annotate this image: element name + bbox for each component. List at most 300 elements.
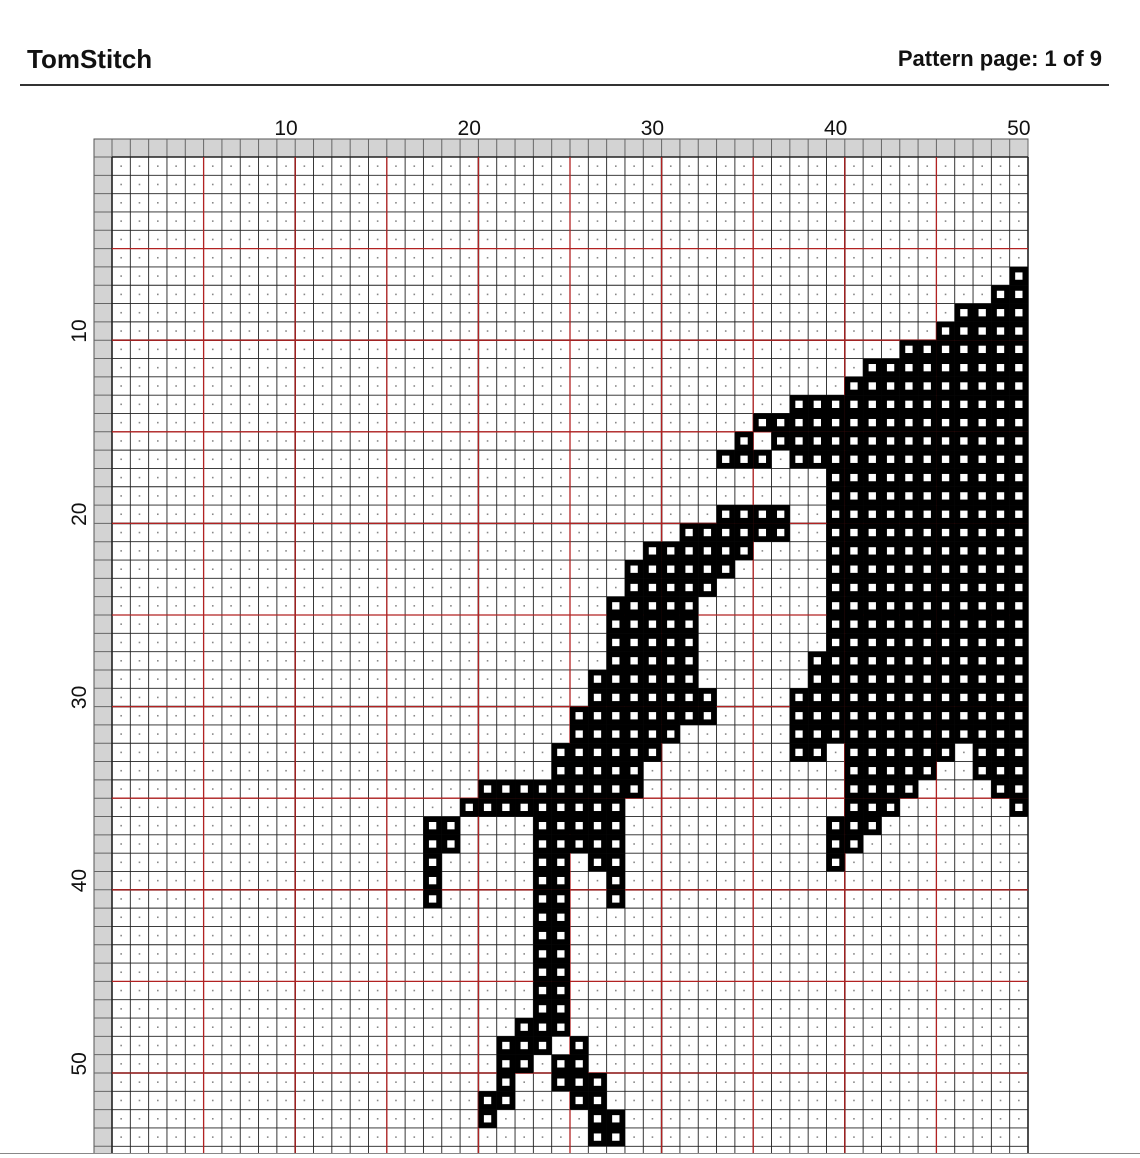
stitch-cell — [955, 652, 973, 670]
stitch-cell — [497, 1055, 515, 1073]
stitch-cell — [973, 670, 991, 688]
stitch-cell — [973, 652, 991, 670]
stitch-cell — [991, 285, 1009, 303]
stitch-cell — [1010, 597, 1028, 615]
stitch-cell — [955, 597, 973, 615]
stitch-cell — [900, 523, 918, 541]
stitch-cell — [790, 413, 808, 431]
stitch-cell — [936, 450, 954, 468]
stitch-cell — [552, 798, 570, 816]
stitch-cell — [1010, 652, 1028, 670]
stitch-cell — [643, 560, 661, 578]
stitch-cell — [900, 688, 918, 706]
stitch-cell — [845, 597, 863, 615]
stitch-cell — [863, 633, 881, 651]
stitch-cell — [955, 432, 973, 450]
stitch-cell — [607, 817, 625, 835]
stitch-cell — [625, 670, 643, 688]
stitch-cell — [918, 652, 936, 670]
stitch-cell — [973, 523, 991, 541]
stitch-cell — [826, 542, 844, 560]
stitch-cell — [936, 633, 954, 651]
stitch-cell — [552, 817, 570, 835]
stitch-cell — [607, 615, 625, 633]
stitch-cell — [826, 523, 844, 541]
stitch-cell — [588, 1091, 606, 1109]
stitch-cell — [991, 615, 1009, 633]
stitch-cell — [991, 359, 1009, 377]
stitch-cell — [826, 835, 844, 853]
stitch-cell — [826, 432, 844, 450]
stitch-cell — [955, 505, 973, 523]
stitch-cell — [772, 432, 790, 450]
stitch-cell — [1010, 615, 1028, 633]
stitch-cell — [881, 762, 899, 780]
stitch-cell — [881, 359, 899, 377]
stitch-cell — [552, 835, 570, 853]
stitch-cell — [881, 597, 899, 615]
stitch-cell — [643, 652, 661, 670]
stitch-cell — [533, 945, 551, 963]
stitch-cell — [533, 798, 551, 816]
stitch-cell — [955, 615, 973, 633]
stitch-cell — [973, 395, 991, 413]
stitch-cell — [918, 505, 936, 523]
stitch-cell — [973, 762, 991, 780]
stitch-cell — [955, 377, 973, 395]
stitch-cell — [662, 670, 680, 688]
stitch-cell — [936, 615, 954, 633]
stitch-cell — [497, 798, 515, 816]
x-tick-label: 40 — [823, 117, 848, 140]
page-number-label: Pattern page: 1 of 9 — [897, 46, 1102, 71]
stitch-cell — [863, 688, 881, 706]
stitch-cell — [881, 725, 899, 743]
stitch-cell — [826, 395, 844, 413]
stitch-cell — [845, 395, 863, 413]
stitch-cell — [625, 743, 643, 761]
stitch-cell — [680, 578, 698, 596]
stitch-cell — [900, 743, 918, 761]
stitch-cell — [753, 450, 771, 468]
stitch-cell — [790, 450, 808, 468]
stitch-cell — [900, 652, 918, 670]
stitch-cell — [973, 340, 991, 358]
stitch-cell — [808, 688, 826, 706]
stitch-cell — [1010, 542, 1028, 560]
stitch-cell — [808, 395, 826, 413]
stitch-cell — [973, 413, 991, 431]
stitch-cell — [607, 762, 625, 780]
stitch-cell — [936, 432, 954, 450]
stitch-cell — [607, 725, 625, 743]
stitch-cell — [662, 652, 680, 670]
stitch-cell — [918, 413, 936, 431]
stitch-cell — [808, 743, 826, 761]
stitch-cell — [588, 743, 606, 761]
stitch-cell — [552, 890, 570, 908]
stitch-cell — [881, 707, 899, 725]
stitch-cell — [991, 487, 1009, 505]
stitch-cell — [552, 762, 570, 780]
stitch-cell — [936, 359, 954, 377]
stitch-cell — [900, 359, 918, 377]
stitch-cell — [662, 725, 680, 743]
stitch-cell — [808, 707, 826, 725]
stitch-cell — [918, 578, 936, 596]
stitch-cell — [497, 1091, 515, 1109]
stitch-cell — [845, 468, 863, 486]
stitch-cell — [845, 542, 863, 560]
stitch-cell — [478, 798, 496, 816]
stitch-cell — [515, 798, 533, 816]
stitch-cell — [900, 615, 918, 633]
stitch-cell — [1010, 450, 1028, 468]
stitch-cell — [790, 743, 808, 761]
stitch-cell — [973, 359, 991, 377]
page-bottom-edge — [0, 1153, 1140, 1154]
stitch-cell — [826, 670, 844, 688]
stitch-cell — [497, 1073, 515, 1091]
stitch-cell — [662, 560, 680, 578]
stitch-cell — [973, 597, 991, 615]
stitch-cell — [918, 615, 936, 633]
stitch-cell — [552, 871, 570, 889]
stitch-cell — [478, 780, 496, 798]
stitch-cell — [881, 523, 899, 541]
stitch-cell — [936, 505, 954, 523]
stitch-cell — [991, 688, 1009, 706]
stitch-cell — [973, 615, 991, 633]
stitch-cell — [643, 615, 661, 633]
stitch-cell — [1010, 377, 1028, 395]
stitch-cell — [900, 560, 918, 578]
stitch-cell — [552, 1055, 570, 1073]
stitch-cell — [973, 707, 991, 725]
stitch-cell — [881, 413, 899, 431]
stitch-cell — [607, 1110, 625, 1128]
stitch-cell — [1010, 432, 1028, 450]
stitch-cell — [863, 743, 881, 761]
stitch-cell — [625, 762, 643, 780]
stitch-cell — [698, 542, 716, 560]
stitch-cell — [643, 688, 661, 706]
stitch-cell — [900, 450, 918, 468]
stitch-cell — [845, 725, 863, 743]
stitch-cell — [717, 450, 735, 468]
stitch-cell — [423, 853, 441, 871]
stitch-cell — [863, 798, 881, 816]
stitch-cell — [772, 413, 790, 431]
stitch-cell — [533, 835, 551, 853]
y-tick-label: 10 — [68, 319, 91, 343]
stitch-cell — [790, 432, 808, 450]
stitch-cell — [955, 542, 973, 560]
stitch-cell — [625, 597, 643, 615]
stitch-cell — [973, 468, 991, 486]
stitch-cell — [955, 688, 973, 706]
stitch-cell — [845, 377, 863, 395]
stitch-cell — [1010, 304, 1028, 322]
x-tick-label: 50 — [1007, 117, 1031, 140]
stitch-cell — [955, 304, 973, 322]
stitch-cell — [863, 707, 881, 725]
stitch-cell — [881, 542, 899, 560]
stitch-cell — [808, 652, 826, 670]
stitch-cell — [588, 725, 606, 743]
stitch-cell — [881, 450, 899, 468]
stitch-cell — [1010, 670, 1028, 688]
stitch-cell — [552, 1018, 570, 1036]
stitch-cell — [533, 871, 551, 889]
stitch-cell — [863, 762, 881, 780]
stitch-cell — [918, 670, 936, 688]
stitch-cell — [936, 523, 954, 541]
stitch-cell — [662, 597, 680, 615]
y-tick-label: 30 — [68, 685, 91, 710]
stitch-cell — [1010, 743, 1028, 761]
stitch-cell — [1010, 505, 1028, 523]
stitch-cell — [863, 359, 881, 377]
stitch-cell — [643, 597, 661, 615]
stitch-cell — [991, 505, 1009, 523]
x-tick-label: 20 — [457, 117, 481, 140]
stitch-cell — [845, 615, 863, 633]
stitch-cell — [845, 817, 863, 835]
stitch-cell — [1010, 468, 1028, 486]
stitch-cell — [826, 817, 844, 835]
stitch-cell — [1010, 322, 1028, 340]
stitch-cell — [973, 743, 991, 761]
stitch-cell — [991, 304, 1009, 322]
stitch-cell — [973, 322, 991, 340]
stitch-cell — [900, 633, 918, 651]
stitch-cell — [662, 542, 680, 560]
stitch-cell — [790, 725, 808, 743]
stitch-cell — [991, 578, 1009, 596]
stitch-cell — [881, 377, 899, 395]
stitch-cell — [662, 688, 680, 706]
stitch-cell — [991, 542, 1009, 560]
stitch-cell — [607, 798, 625, 816]
stitch-cell — [735, 523, 753, 541]
stitch-cell — [845, 450, 863, 468]
stitch-cell — [790, 395, 808, 413]
stitch-cell — [1010, 340, 1028, 358]
stitch-cell — [936, 340, 954, 358]
stitch-cell — [845, 560, 863, 578]
stitch-cell — [570, 817, 588, 835]
stitch-cell — [698, 560, 716, 578]
stitch-cell — [881, 670, 899, 688]
stitch-cell — [918, 560, 936, 578]
stitch-cell — [625, 688, 643, 706]
stitch-cell — [955, 487, 973, 505]
stitch-cell — [845, 652, 863, 670]
stitch-cell — [936, 395, 954, 413]
brand-title: TomStitch — [27, 44, 153, 74]
stitch-cell — [881, 560, 899, 578]
stitch-cell — [625, 652, 643, 670]
stitch-cell — [881, 505, 899, 523]
stitch-cell — [863, 652, 881, 670]
stitch-cell — [826, 487, 844, 505]
stitch-cell — [900, 340, 918, 358]
stitch-cell — [1010, 487, 1028, 505]
stitch-cell — [991, 450, 1009, 468]
stitch-cell — [607, 633, 625, 651]
stitch-cell — [918, 633, 936, 651]
y-tick-label: 20 — [68, 502, 91, 526]
stitch-cell — [826, 413, 844, 431]
stitch-cell — [991, 395, 1009, 413]
stitch-cell — [680, 652, 698, 670]
stitch-cell — [735, 450, 753, 468]
stitch-cell — [625, 780, 643, 798]
stitch-cell — [607, 743, 625, 761]
stitch-cell — [753, 413, 771, 431]
stitch-cell — [588, 780, 606, 798]
stitch-cell — [1010, 688, 1028, 706]
stitch-cell — [863, 597, 881, 615]
stitch-cell — [552, 908, 570, 926]
stitch-cell — [863, 578, 881, 596]
stitch-cell — [423, 835, 441, 853]
stitch-cell — [570, 707, 588, 725]
stitch-cell — [881, 487, 899, 505]
stitch-cell — [845, 487, 863, 505]
stitch-cell — [863, 377, 881, 395]
left-ruler-band — [94, 157, 112, 1158]
stitch-cell — [1010, 359, 1028, 377]
stitch-cell — [991, 707, 1009, 725]
stitch-cell — [662, 707, 680, 725]
stitch-cell — [991, 725, 1009, 743]
stitch-cell — [698, 688, 716, 706]
stitch-cell — [955, 395, 973, 413]
stitch-cell — [826, 450, 844, 468]
stitch-cell — [570, 798, 588, 816]
stitch-cell — [607, 707, 625, 725]
stitch-cell — [643, 743, 661, 761]
stitch-cell — [863, 413, 881, 431]
stitch-cell — [607, 890, 625, 908]
stitch-cell — [826, 688, 844, 706]
stitch-cell — [845, 505, 863, 523]
stitch-cell — [607, 1128, 625, 1146]
stitch-cell — [900, 432, 918, 450]
stitch-cell — [918, 359, 936, 377]
stitch-cell — [662, 633, 680, 651]
stitch-cell — [845, 798, 863, 816]
x-tick-label: 10 — [274, 117, 298, 140]
stitch-cell — [955, 523, 973, 541]
stitch-cell — [1010, 413, 1028, 431]
stitch-cell — [991, 670, 1009, 688]
stitch-cell — [918, 707, 936, 725]
stitch-cell — [900, 762, 918, 780]
stitch-cell — [717, 542, 735, 560]
stitch-cell — [570, 780, 588, 798]
stitch-cell — [991, 780, 1009, 798]
stitch-cell — [936, 725, 954, 743]
stitch-cell — [515, 1018, 533, 1036]
stitch-cell — [863, 505, 881, 523]
stitch-cell — [1010, 523, 1028, 541]
stitch-cell — [900, 780, 918, 798]
stitch-cell — [863, 432, 881, 450]
stitch-cell — [772, 505, 790, 523]
stitch-cell — [991, 468, 1009, 486]
stitch-cell — [552, 963, 570, 981]
stitch-cell — [900, 395, 918, 413]
stitch-cell — [918, 743, 936, 761]
stitch-cell — [826, 725, 844, 743]
stitch-cell — [735, 542, 753, 560]
stitch-cell — [808, 432, 826, 450]
stitch-cell — [533, 1000, 551, 1018]
stitch-cell — [588, 798, 606, 816]
stitch-cell — [881, 432, 899, 450]
stitch-cell — [680, 615, 698, 633]
stitch-cell — [936, 322, 954, 340]
stitch-cell — [918, 395, 936, 413]
x-tick-label: 30 — [640, 117, 665, 140]
stitch-cell — [936, 413, 954, 431]
stitch-cell — [845, 523, 863, 541]
stitch-cell — [881, 633, 899, 651]
stitch-cell — [826, 597, 844, 615]
stitch-cell — [973, 560, 991, 578]
stitch-cell — [863, 670, 881, 688]
stitch-cell — [991, 377, 1009, 395]
stitch-cell — [643, 725, 661, 743]
stitch-cell — [845, 413, 863, 431]
stitch-cell — [991, 413, 1009, 431]
stitch-cell — [918, 725, 936, 743]
stitch-cell — [588, 1110, 606, 1128]
stitch-cell — [955, 468, 973, 486]
stitch-cell — [570, 743, 588, 761]
stitch-cell — [900, 505, 918, 523]
stitch-cell — [973, 377, 991, 395]
stitch-cell — [588, 853, 606, 871]
stitch-cell — [533, 817, 551, 835]
stitch-cell — [973, 633, 991, 651]
stitch-cell — [918, 432, 936, 450]
stitch-cell — [991, 560, 1009, 578]
stitch-cell — [808, 670, 826, 688]
stitch-cell — [607, 780, 625, 798]
stitch-cell — [845, 688, 863, 706]
stitch-cell — [900, 542, 918, 560]
stitch-cell — [936, 542, 954, 560]
stitch-cell — [607, 853, 625, 871]
stitch-cell — [936, 560, 954, 578]
stitch-cell — [460, 798, 478, 816]
stitch-cell — [588, 1128, 606, 1146]
stitch-cell — [753, 523, 771, 541]
stitch-cell — [515, 1036, 533, 1054]
stitch-cell — [826, 560, 844, 578]
stitch-cell — [497, 1036, 515, 1054]
stitch-cell — [552, 1073, 570, 1091]
stitch-cell — [607, 688, 625, 706]
stitch-cell — [991, 762, 1009, 780]
stitch-cell — [680, 542, 698, 560]
stitch-cell — [533, 908, 551, 926]
stitch-cell — [918, 523, 936, 541]
